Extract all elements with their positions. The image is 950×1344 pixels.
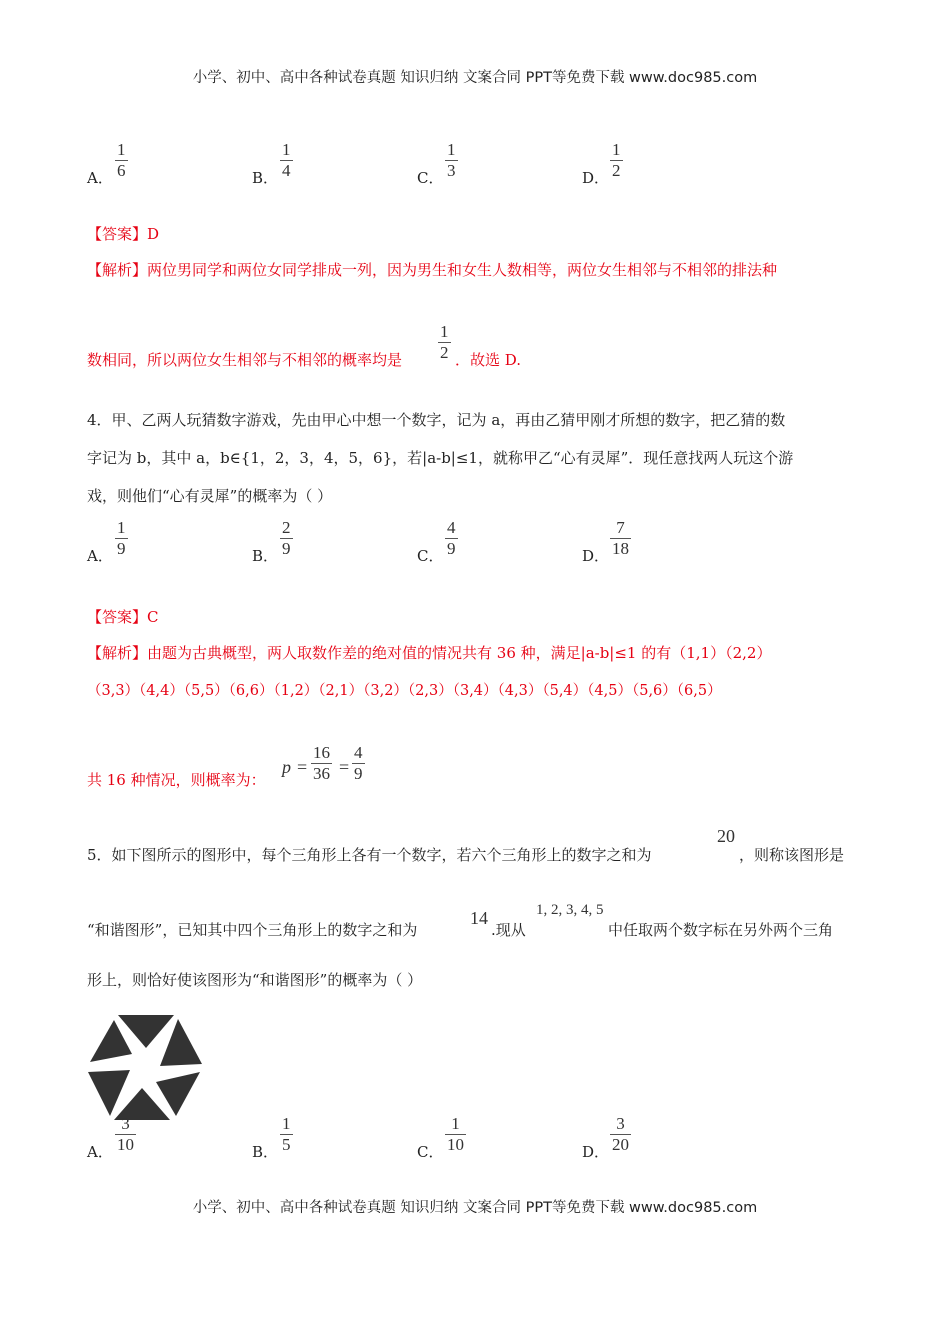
q5-stem-line1	[87, 843, 652, 867]
formula-equals-2: =	[339, 757, 350, 777]
q3-analysis-line2-post: ．故选 D.	[455, 351, 522, 369]
option-label: A．	[87, 1143, 113, 1161]
formula-fraction-2: $\frac{4}{9}$	[354, 743, 363, 783]
q5-math-set: 1, 2, 3, 4, 5	[536, 902, 604, 918]
option-label: D．	[582, 547, 610, 565]
option-fraction: $\frac{7}{18}$	[612, 518, 629, 558]
harmonious-figure	[86, 1012, 204, 1124]
q5-text: 5．如下图所示的图形中，每个三角形上各有一个数字，若六个三角形上的数字之和为	[87, 846, 652, 864]
option-label: B．	[252, 1143, 279, 1161]
q4-analysis-line2: （3,3）（4,4）（5,5）（6,6）（1,2）（2,1）（3,2）（2,3）（3,4）（4,3）（5,4）（4,5）（5,6）（6,5）	[87, 683, 722, 699]
option-label: A．	[87, 169, 113, 187]
triangle-6	[90, 1020, 132, 1062]
option-label: D．	[582, 1143, 610, 1161]
option-fraction: $\frac{1}{6}$	[117, 140, 126, 180]
option-fraction: $\frac{1}{4}$	[282, 140, 291, 180]
q5-stem-line2-post: 中任取两个数字标在另外两个三角	[608, 921, 834, 939]
option-label: A．	[87, 547, 113, 565]
option-fraction: $\frac{1}{5}$	[282, 1114, 291, 1154]
option-label: B．	[252, 169, 279, 187]
q4-analysis-line1	[87, 641, 771, 665]
option-fraction: $\frac{1}{3}$	[447, 140, 456, 180]
option-label: D．	[582, 169, 610, 187]
q4-stem-line3: 戏，则他们“心有灵犀”的概率为（ ）	[87, 487, 333, 505]
triangle-1	[118, 1015, 174, 1048]
option-fraction: $\frac{1}{2}$	[612, 140, 621, 180]
analysis-tag: 【解析】	[87, 644, 148, 662]
option-fraction: $\frac{2}{9}$	[282, 518, 291, 558]
option-label: C．	[417, 547, 444, 565]
q5-math-14: 14	[470, 908, 488, 928]
formula-equals-1: =	[297, 757, 308, 777]
q3-answer: 【答案】D	[87, 225, 160, 243]
q5-stem-line2-mid: .现从	[491, 921, 526, 939]
formula-fraction-1: $\frac{16}{36}$	[313, 743, 330, 783]
page-footer: 小学、初中、高中各种试卷真题 知识归纳 文案合同 PPT等免费下载 www.doc985.com	[192, 1200, 758, 1216]
page-header: 小学、初中、高中各种试卷真题 知识归纳 文案合同 PPT等免费下载 www.doc985.com	[192, 70, 758, 86]
option-label: B．	[252, 547, 279, 565]
triangle-3	[156, 1072, 200, 1116]
option-fraction: $\frac{1}{10}$	[447, 1114, 464, 1154]
q3-analysis-fraction: $\frac{1}{2}$	[440, 322, 449, 362]
option-fraction: $\frac{3}{10}$	[117, 1114, 134, 1154]
option-fraction: $\frac{3}{20}$	[612, 1114, 629, 1154]
q4-answer: 【答案】C	[87, 608, 159, 626]
q5-stem-line1-post: ，则称该图形是	[739, 846, 845, 864]
q3-analysis-line2-pre: 数相同，所以两位女生相邻与不相邻的概率均是	[87, 351, 403, 369]
triangle-2	[160, 1019, 202, 1066]
option-fraction: $\frac{4}{9}$	[447, 518, 456, 558]
q4-analysis-line3: 共 16 种情况，则概率为：	[87, 771, 266, 789]
q4-stem-line1: 4．甲、乙两人玩猜数字游戏，先由甲心中想一个数字，记为 a，再由乙猜甲刚才所想的数字，把乙猜的数	[87, 411, 786, 429]
q3-analysis-line1: 【解析】两位男同学和两位女同学排成一列，因为男生和女生人数相等，两位女生相邻与不相邻的排法种	[87, 261, 778, 279]
q5-stem-line3: 形上，则恰好使该图形为“和谐图形”的概率为（ ）	[87, 971, 423, 989]
q5-math-20: 20	[717, 826, 735, 846]
option-fraction: $\frac{1}{9}$	[117, 518, 126, 558]
q4-stem-line2: 字记为 b，其中 a，b∈{1，2，3，4，5，6}，若|a-b|≤1，就称甲乙“心有灵犀”．现任意找两人玩这个游	[87, 449, 794, 467]
q5-stem-line2-pre: “和谐图形”，已知其中四个三角形上的数字之和为	[87, 921, 418, 939]
formula-variable: p	[282, 757, 291, 777]
analysis-text: 由题为古典概型，两人取数作差的绝对值的情况共有 36 种，满足|a-b|≤1 的有（1,1）（2,2）	[147, 644, 772, 662]
figure-triangles	[88, 1015, 202, 1120]
option-label: C．	[417, 169, 444, 187]
option-label: C．	[417, 1143, 444, 1161]
